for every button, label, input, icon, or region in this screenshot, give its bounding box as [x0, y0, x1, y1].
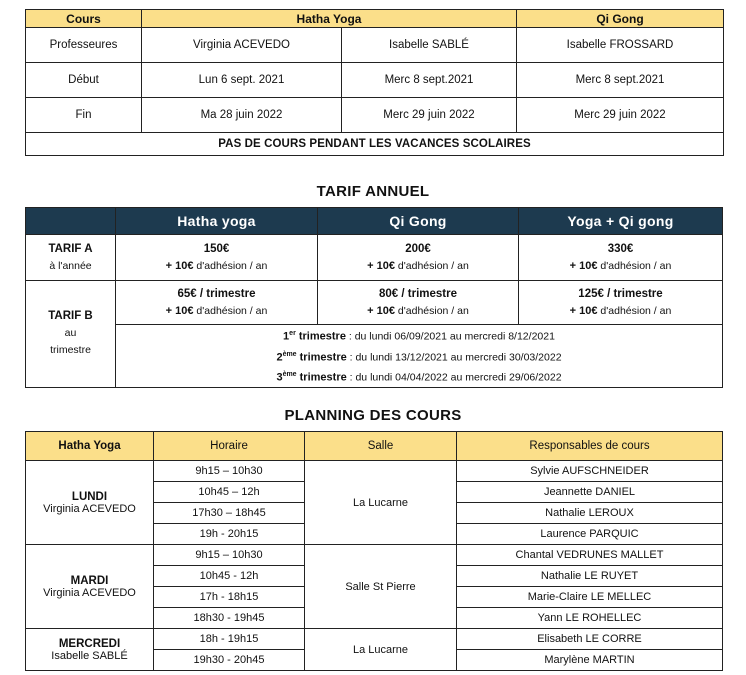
tarif-header-empty	[26, 208, 116, 235]
teacher-name: Virginia ACEVEDO	[43, 502, 136, 515]
planning-header-course: Hatha Yoga	[26, 432, 154, 461]
row-label: Fin	[26, 98, 142, 133]
price: 80€ / trimestre	[379, 287, 457, 300]
term-sup: ème	[282, 371, 297, 378]
fee-text: d'adhésion / an	[597, 304, 672, 317]
day-cell-mardi	[26, 545, 154, 629]
price: 200€	[405, 242, 431, 255]
time-slot: 18h30 - 19h45	[154, 608, 305, 629]
table-row	[26, 28, 724, 63]
time-slot: 9h15 – 10h30	[154, 545, 305, 566]
fee-text: d'adhésion / an	[597, 259, 672, 272]
header-qi-gong: Qi Gong	[517, 10, 724, 28]
cell: Ma 28 juin 2022	[142, 98, 342, 133]
tarif-title: TARIF ANNUEL	[316, 183, 430, 200]
planning-header-time: Horaire	[154, 432, 305, 461]
time-slot: 17h30 – 18h45	[154, 503, 305, 524]
day-label: LUNDI	[71, 490, 108, 503]
term-label: trimestre	[295, 330, 346, 343]
term-range: : du lundi 04/04/2022 au mercredi 29/06/2022	[346, 371, 562, 384]
tarif-b-label	[26, 281, 116, 388]
cell: Virginia ACEVEDO	[142, 28, 342, 63]
fee	[116, 258, 317, 275]
holiday-note: PAS DE COURS PENDANT LES VACANCES SCOLAIRES	[26, 133, 724, 156]
planning-header	[26, 432, 723, 461]
terms-row	[26, 325, 723, 388]
teacher-name: Isabelle SABLÉ	[51, 649, 128, 662]
term-range: : du lundi 06/09/2021 au mercredi 8/12/2021	[345, 330, 555, 343]
tarif-table	[25, 207, 723, 388]
room-cell: La Lucarne	[305, 629, 457, 671]
fee-text: d'adhésion / an	[395, 304, 469, 317]
cell: Isabelle SABLÉ	[342, 28, 517, 63]
term-sup: er	[289, 330, 296, 337]
header-cours: Cours	[26, 10, 142, 28]
term-num: 1	[283, 330, 290, 343]
day-label: MARDI	[70, 574, 109, 587]
fee-text: d'adhésion / an	[193, 304, 268, 317]
cell: Merc 8 sept.2021	[342, 63, 517, 98]
tarif-b-qigong	[318, 281, 519, 325]
course-dates-table	[25, 9, 724, 156]
fee-amount: + 10€	[569, 304, 598, 317]
holiday-note-row	[26, 133, 724, 156]
responsible: Marie-Claire LE MELLEC	[457, 587, 723, 608]
teacher-name: Virginia ACEVEDO	[43, 586, 136, 599]
table-row	[26, 98, 724, 133]
price: 150€	[203, 242, 230, 255]
responsible: Laurence PARQUIC	[457, 524, 723, 545]
tarif-a-hatha	[116, 235, 318, 281]
day-cell-mercredi	[26, 629, 154, 671]
fee-amount: + 10€	[367, 259, 395, 272]
term-label: trimestre	[296, 351, 347, 363]
tarif-header-hatha: Hatha yoga	[116, 208, 318, 235]
term-sup: ème	[282, 350, 297, 358]
row-label: Professeures	[26, 28, 142, 63]
fee-text: d'adhésion / an	[193, 259, 268, 272]
tarif-a-sub: à l'année	[49, 259, 92, 272]
table-row	[26, 545, 723, 566]
term-num: 3	[276, 371, 283, 384]
responsible: Sylvie AUFSCHNEIDER	[457, 461, 723, 482]
fee	[519, 258, 722, 275]
fee-text: d'adhésion / an	[395, 259, 469, 272]
cell: Isabelle FROSSARD	[517, 28, 724, 63]
price: 330€	[607, 242, 634, 255]
fee-amount: + 10€	[165, 259, 194, 272]
day-cell-lundi	[26, 461, 154, 545]
fee	[318, 258, 518, 275]
fee-amount: + 10€	[367, 304, 395, 317]
planning-title: PLANNING DES COURS	[284, 407, 462, 424]
table-row	[26, 461, 723, 482]
term-label: trimestre	[296, 371, 347, 384]
tarif-a-combo	[519, 235, 723, 281]
header-hatha-yoga: Hatha Yoga	[142, 10, 517, 28]
price: 65€ / trimestre	[177, 287, 256, 300]
responsible: Nathalie LEROUX	[457, 503, 723, 524]
cell: Merc 29 juin 2022	[342, 98, 517, 133]
planning-header-resp: Responsables de cours	[457, 432, 723, 461]
course-dates-header	[26, 10, 724, 28]
time-slot: 10h45 – 12h	[154, 482, 305, 503]
tarif-a-row	[26, 235, 723, 281]
time-slot: 18h - 19h15	[154, 629, 305, 650]
tarif-b-combo	[519, 281, 723, 325]
responsible: Chantal VEDRUNES MALLET	[457, 545, 723, 566]
time-slot: 19h - 20h15	[154, 524, 305, 545]
room-cell: Salle St Pierre	[305, 545, 457, 629]
term-line	[116, 366, 722, 387]
tarif-b-title: TARIF B	[48, 310, 93, 323]
tarif-header	[26, 208, 723, 235]
table-row	[26, 63, 724, 98]
tarif-a-title: TARIF A	[48, 242, 93, 255]
responsible: Jeannette DANIEL	[457, 482, 723, 503]
planning-header-room: Salle	[305, 432, 457, 461]
fee	[519, 303, 722, 320]
cell: Merc 29 juin 2022	[517, 98, 724, 133]
time-slot: 9h15 – 10h30	[154, 461, 305, 482]
tarif-b-hatha	[116, 281, 318, 325]
tarif-header-combo: Yoga + Qi gong	[519, 208, 723, 235]
price: 125€ / trimestre	[578, 287, 663, 300]
time-slot: 19h30 - 20h45	[154, 650, 305, 671]
responsible: Marylène MARTIN	[457, 650, 723, 671]
term-line	[116, 346, 722, 367]
tarif-b-sub: trimestre	[50, 344, 91, 357]
row-label: Début	[26, 63, 142, 98]
responsible: Nathalie LE RUYET	[457, 566, 723, 587]
fee	[116, 303, 317, 320]
fee-amount: + 10€	[165, 304, 194, 317]
term-range: : du lundi 13/12/2021 au mercredi 30/03/2022	[346, 351, 562, 363]
tarif-b-row	[26, 281, 723, 325]
time-slot: 10h45 - 12h	[154, 566, 305, 587]
day-label: MERCREDI	[58, 637, 121, 650]
tarif-a-label	[26, 235, 116, 281]
tarif-a-qigong	[318, 235, 519, 281]
term-num: 2	[276, 351, 283, 363]
responsible: Yann LE ROHELLEC	[457, 608, 723, 629]
responsible: Elisabeth LE CORRE	[457, 629, 723, 650]
time-slot: 17h - 18h15	[154, 587, 305, 608]
planning-table	[25, 431, 723, 671]
fee	[318, 303, 518, 320]
term-line	[116, 325, 722, 346]
room-cell: La Lucarne	[305, 461, 457, 545]
table-row	[26, 629, 723, 650]
tarif-header-qigong: Qi Gong	[318, 208, 519, 235]
cell: Lun 6 sept. 2021	[142, 63, 342, 98]
cell: Merc 8 sept.2021	[517, 63, 724, 98]
fee-amount: + 10€	[569, 259, 598, 272]
tarif-b-sub: au	[64, 327, 77, 340]
terms-cell	[116, 325, 723, 388]
